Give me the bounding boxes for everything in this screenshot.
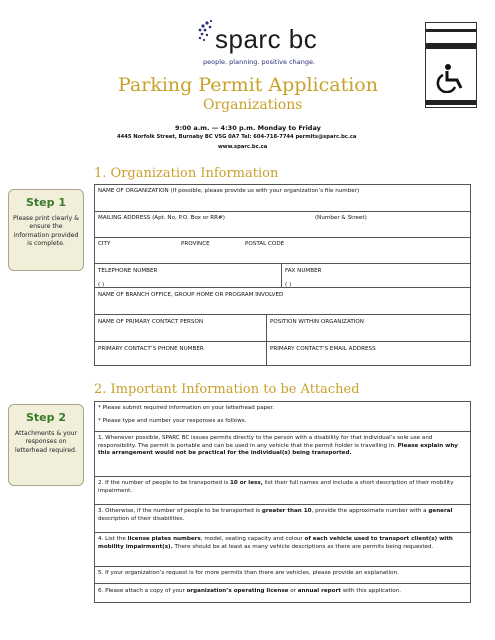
item-6-e: with this application. (342, 588, 401, 594)
contact-name-label: NAME OF PRIMARY CONTACT PERSON (98, 319, 204, 325)
contact-phone-label: PRIMARY CONTACT’S PHONE NUMBER (98, 346, 204, 352)
item-1 (98, 435, 468, 458)
note-letterhead: * Please submit required information on your letterhead paper. (98, 405, 275, 411)
step1-box (8, 189, 84, 271)
item-2-c: list their full names and include a short description of their mobility impairment. (98, 480, 454, 494)
page-subtitle: Organizations (203, 97, 303, 113)
item-3 (98, 508, 468, 523)
section2-heading: 2. Important Information to be Attached (94, 382, 360, 397)
page-title: Parking Permit Application (118, 74, 378, 96)
office-hours: 9:00 a.m. — 4:30 p.m. Monday to Friday (175, 124, 321, 132)
item-6-b: organization’s operating license (186, 588, 289, 594)
branch-label: NAME OF BRANCH OFFICE, GROUP HOME OR PROGRAM INVOLVED (98, 292, 284, 298)
org-info-form (94, 184, 471, 366)
item-4-d: of each vehicle used to transport client(s) with mobility impairment(s). (98, 536, 453, 550)
item-4-b: license plates numbers (127, 536, 201, 542)
item-4-a: 4. List the (98, 536, 126, 542)
step1-title: Step 1 (26, 196, 66, 209)
website: www.sparc.bc.ca (218, 144, 268, 150)
city-label: CITY (98, 241, 111, 247)
parking-permit-card (425, 22, 477, 108)
postal-label: POSTAL CODE (245, 241, 285, 247)
note-number: * Please type and number your responses as follows. (98, 418, 247, 424)
step1-text: Please print clearly & ensure the information provided is complete. (13, 215, 79, 247)
item-1-text: 1. Whenever possible, SPARC BC issues permits directly to the person with a disability for that individual’s sole use and responsibility. The permit is portable and can be used in any vehicle that the permit holder is travelling in. (98, 435, 433, 449)
item-2-a: 2. If the number of people to be transported is (98, 480, 229, 486)
logo-text: sparc bc (215, 24, 318, 54)
item-4 (98, 536, 468, 551)
item-3-d: general (428, 508, 453, 514)
mailing-label: MAILING ADDRESS (Apt. No, P.O. Box or RR#) (98, 215, 225, 221)
item-1-bold: Please explain why this arrangement would not be practical for the individual(s) being transported. (98, 442, 458, 457)
org-name-label: NAME OF ORGANIZATION (If possible, please provide us with your organization’s file number) (98, 188, 360, 194)
item-4-c: , model, seating capacity and colour (200, 536, 303, 542)
item-3-c: , provide the approximate number with a (311, 508, 427, 514)
telephone-label: TELEPHONE NUMBER (98, 268, 158, 274)
step2-text: Attachments & your responses on letterhead required. (14, 430, 78, 454)
province-label: PROVINCE (181, 241, 210, 247)
fax-label: FAX NUMBER (285, 268, 322, 274)
step2-title: Step 2 (26, 411, 66, 424)
item-3-b: greater than 10 (261, 508, 312, 514)
item-4-e: There should be at least as many vehicle descriptions as there are permits being requested. (174, 543, 434, 550)
item-6-d: annual report (297, 588, 341, 594)
number-street-label: (Number & Street) (315, 215, 367, 221)
item-2 (98, 480, 468, 495)
item-6-c: or (290, 588, 296, 594)
attachments-box (94, 401, 471, 603)
item-5: 5. If your organization’s request is for more permits than there are vehicles, please provide an explanation. (98, 570, 399, 576)
tagline: people. planning. positive change. (203, 58, 316, 66)
step2-box (8, 404, 84, 486)
item-2-b: 10 or less, (230, 480, 263, 486)
fax-parens: ( ) (285, 282, 292, 288)
telephone-parens: ( ) (98, 282, 105, 288)
position-label: POSITION WITHIN ORGANIZATION (270, 319, 364, 325)
office-address: 4445 Norfolk Street, Burnaby BC V5G 0A7 Tel: 604-718-7744 permits@sparc.bc.ca (117, 134, 357, 140)
item-6-a: 6. Please attach a copy of your (98, 588, 185, 594)
item-3-a: 3. Otherwise, if the number of people to be transported is (98, 508, 261, 514)
contact-email-label: PRIMARY CONTACT’S EMAIL ADDRESS (270, 346, 376, 352)
section1-heading: 1. Organization Information (94, 166, 279, 181)
item-3-e: description of their disabilities. (98, 515, 185, 522)
item-6 (98, 588, 468, 596)
wheelchair-icon (433, 63, 469, 93)
